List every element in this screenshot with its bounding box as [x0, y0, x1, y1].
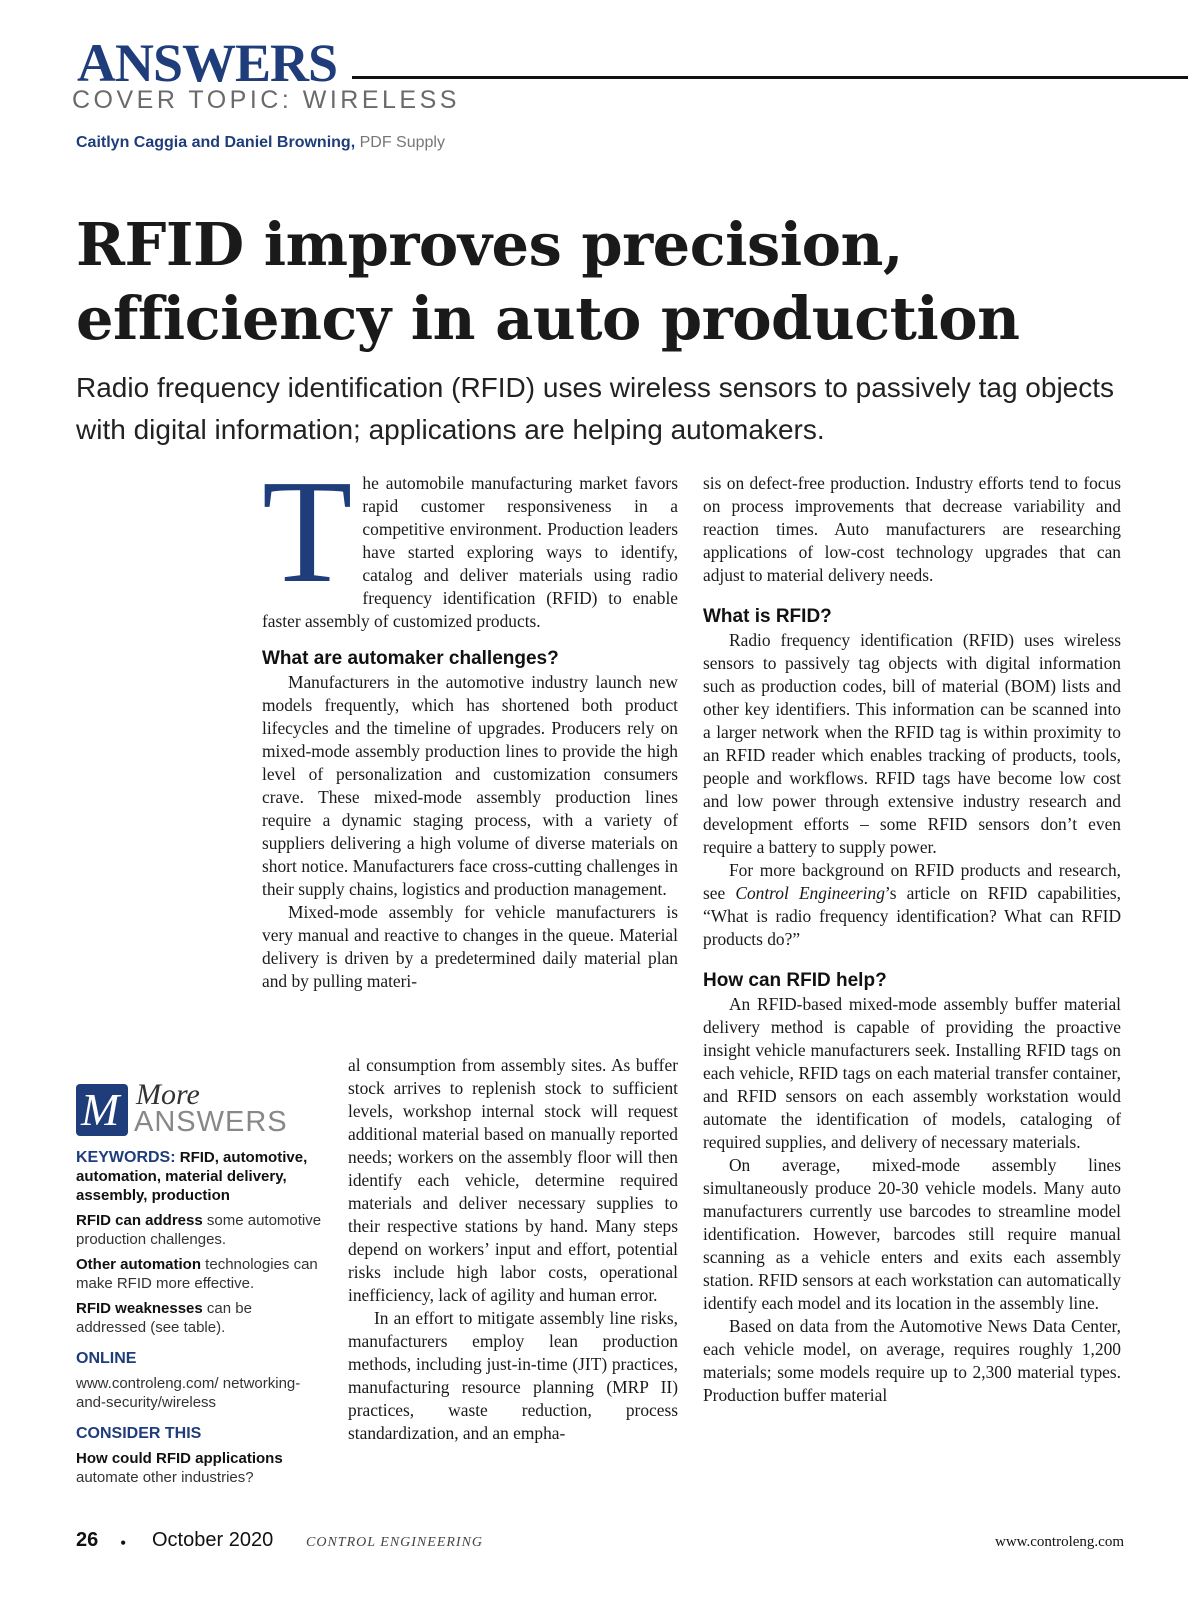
column-1-continued: [348, 1054, 678, 1445]
paragraph-2b: al consumption from assembly sites. As buffer stock arrives to replenish stock to sufficient levels, workshop internal stock will request additional material based on manually reported needs; workers on the assembly floor will then identify each vehicle, determine required materials and deliver necessary supplies to their respective stations by hand. Many steps depend on workers’ input and effort, potential risks include high labor costs, operational inefficiency, lack of agility and human error.: [348, 1055, 678, 1305]
column-1: [262, 450, 678, 993]
item2-text: technologies can make RFID more effective.: [76, 1256, 318, 1292]
paragraph-5: [703, 859, 1121, 951]
sidebar-item-3: [76, 1299, 326, 1337]
item2-bold: Other automation: [76, 1256, 202, 1273]
headline-line-2: efficiency in auto production: [76, 284, 1020, 353]
footer-url[interactable]: www.controleng.com: [995, 1534, 1124, 1550]
item1-text: some automotive production challenges.: [76, 1212, 322, 1248]
logo-answers: ANSWERS: [134, 1106, 288, 1138]
issue-date: October 2020: [152, 1529, 274, 1551]
byline: [76, 133, 445, 152]
intro-text: he automobile manufacturing market favors rapid customer responsiveness in a competitive environment. Production leaders have started exploring ways to identify, catalog and deliver materials using radio frequency identification (RFID) to enable faster assembly of customized products.: [262, 473, 678, 631]
logo-box: [76, 1084, 128, 1136]
more-answers-logo: [76, 1078, 326, 1142]
author-company: PDF Supply: [355, 134, 445, 151]
footer-bullet: •: [120, 1533, 127, 1553]
column-2: [703, 472, 1121, 1407]
paragraph-3b: sis on defect-free production. Industry efforts tend to focus on process improvements that decrease variability and reaction times. Auto manufacturers are researching applications of low-cost technology upgrades that can adjust to material delivery needs.: [703, 473, 1121, 585]
heading-how-can-rfid-help: How can RFID help?: [703, 970, 887, 991]
intro-paragraph: [262, 450, 678, 633]
p5-text-end: ’s article on RFID capabilities, “What is radio frequency identification? What can RFID products do?”: [703, 883, 1122, 949]
section-title: ANSWERS: [77, 33, 338, 93]
paragraph-6: An RFID-based mixed-mode assembly buffer material delivery method is capable of providing the proactive insight vehicle manufacturers seek. Installing RFID tags on each vehicle, RFID tags on each material transfer container, and RFID sensors on each assembly workstation would automate the identification of models, cataloging of required supplies, and delivery of necessary materials.: [703, 994, 1121, 1152]
magazine-ref: Control Engineering: [735, 883, 885, 903]
cover-topic: COVER TOPIC: WIRELESS: [72, 86, 460, 114]
keywords-list: RFID, automotive, automation, material delivery, assembly, production: [76, 1149, 308, 1204]
paragraph-8: Based on data from the Automotive News Data Center, each vehicle model, on average, requires roughly 1,200 materials; some models require up to 2,300 material types. Production buffer material: [703, 1316, 1121, 1405]
page-number: 26: [76, 1529, 99, 1551]
heading-challenges: What are automaker challenges?: [262, 648, 559, 669]
item3-bold: RFID weaknesses: [76, 1300, 203, 1317]
consider-text: automate other industries?: [76, 1469, 254, 1486]
paragraph-1: Manufacturers in the automotive industry launch new models frequently, which has shortened both product lifecycles and the timeline of upgrades. Producers rely on mixed-mode assembly production lines to provide the high level of personalization and customization consumers crave. These mixed-mode assembly production lines require a dynamic staging process, with a variety of suppliers delivering a high volume of diverse materials on short notice. Manufacturers face cross-cutting challenges in their supply chains, logistics and production management.: [262, 672, 678, 899]
keywords: [76, 1148, 326, 1205]
header-rule: [352, 76, 1188, 79]
item3-text: can be addressed (see table).: [76, 1300, 252, 1336]
sidebar-item-2: [76, 1255, 326, 1293]
online-label: ONLINE: [76, 1350, 137, 1367]
headline-line-1: RFID improves precision,: [76, 210, 903, 279]
author-names: Caitlyn Caggia and Daniel Browning,: [76, 134, 356, 151]
logo-letter: M: [81, 1084, 120, 1135]
item1-bold: RFID can address: [76, 1212, 203, 1229]
paragraph-2a: Mixed-mode assembly for vehicle manufacturers is very manual and reactive to changes in the queue. Material delivery is driven by a predetermined daily material plan and by pulling materi-: [262, 902, 678, 991]
keywords-label: KEYWORDS:: [76, 1149, 176, 1166]
magazine-name: CONTROL ENGINEERING: [306, 1535, 484, 1550]
p5-text: For more background on RFID products and research, see: [703, 860, 1121, 903]
deck: Radio frequency identification (RFID) uses wireless sensors to passively tag objects with digital information; applications are helping automakers.: [76, 372, 1115, 445]
consider-question: [76, 1449, 326, 1487]
paragraph-3: In an effort to mitigate assembly line risks, manufacturers employ lean production methods, including just-in-time (JIT) practices, manufacturing resource planning (MRP II) practices, waste reduction, process standardization, and an empha-: [348, 1308, 678, 1443]
headline: [76, 208, 1166, 356]
more-answers-sidebar: [76, 1078, 326, 1487]
online-link[interactable]: www.controleng.com/ networking-and-security/wireless: [76, 1375, 301, 1411]
consider-label: CONSIDER THIS: [76, 1425, 202, 1442]
drop-cap: T: [262, 450, 353, 614]
consider-bold: How could RFID applications: [76, 1450, 283, 1467]
paragraph-4: Radio frequency identification (RFID) uses wireless sensors to passively tag objects with digital information such as production codes, bill of material (BOM) lists and other key identifiers. This information can be scanned into a larger network when the RFID tag is within proximity to an RFID reader which enables tracking of products, tools, people and workflows. RFID tags have become low cost and low power through extensive industry research and development efforts – some RFID sensors don’t even require a battery to supply power.: [703, 630, 1121, 857]
heading-what-is-rfid: What is RFID?: [703, 606, 832, 627]
logo-more: More: [136, 1078, 200, 1111]
paragraph-7: On average, mixed-mode assembly lines simultaneously produce 20-30 vehicle models. Many auto manufacturers currently use barcodes to streamline model identification. However, barcodes still require manual scanning as a vehicle enters and exits each assembly station. RFID sensors at each workstation can automatically identify each model and its location in the assembly line.: [703, 1155, 1121, 1313]
sidebar-item-1: [76, 1211, 326, 1249]
